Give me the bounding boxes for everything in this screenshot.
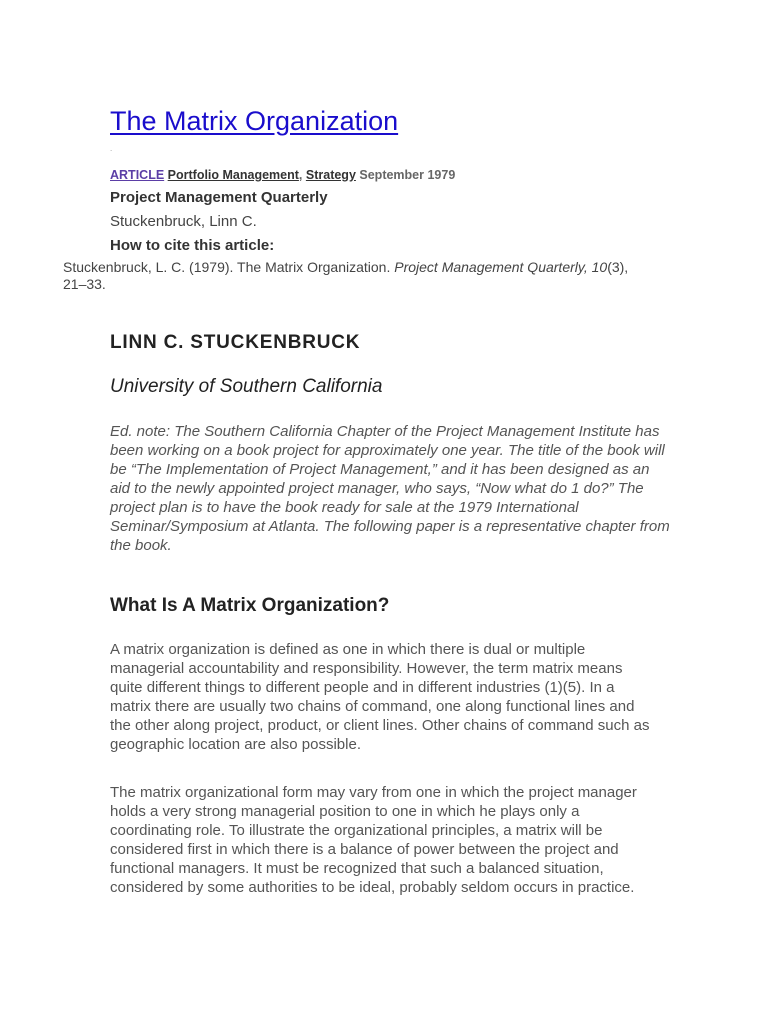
article-title-link[interactable]: The Matrix Organization bbox=[110, 106, 399, 136]
body-paragraph: The matrix organizational form may vary from one in which the project manager holds a very strong managerial position to one in which he plays only a coordinating role. To illustrate the organizational principles, a matrix will be considered first in which there is a balance of power between the project and functional managers. It must be recognized that such a balanced situation, considered by some authorities to be ideal, probably seldom occurs in practice. bbox=[110, 784, 637, 896]
article-tag-link[interactable]: ARTICLE bbox=[110, 168, 165, 182]
journal-name: Project Management Quarterly bbox=[110, 189, 328, 206]
title-separator-dot: . bbox=[110, 144, 113, 153]
topic-link-portfolio-management[interactable]: Portfolio Management bbox=[167, 168, 299, 182]
topic-link-strategy[interactable]: Strategy bbox=[305, 168, 356, 182]
body-paragraph: A matrix organization is defined as one in which there is dual or multiple managerial accountability and responsibility. However, the term matrix means quite different things to different people and in different industries (1)(5). In a matrix there are usually two chains of command, one along functional lines and the other along project, product, or client lines. Other chains of command such as geographic location are also possible. bbox=[110, 641, 650, 753]
author-affiliation: University of Southern California bbox=[110, 376, 383, 397]
cite-heading: How to cite this article: bbox=[110, 237, 275, 254]
author-list: Stuckenbruck, Linn C. bbox=[110, 213, 257, 230]
citation-text bbox=[63, 259, 653, 293]
editor-note: Ed. note: The Southern California Chapter of the Project Management Institute has been working on a book project for approximately one year. The title of the book will be “The Implementation of Project Management,” and it has been designed as an aid to the newly appointed project manager, who says, “Now what do 1 do?” The project plan is to have the book ready for sale at the 1979 International Seminar/Symposium at Atlanta. The following paper is a representative chapter from the book. bbox=[110, 423, 670, 554]
article-meta-line bbox=[110, 168, 455, 182]
citation-journal: Project Management Quarterly, 10 bbox=[394, 259, 608, 275]
topic-separator: , bbox=[298, 168, 306, 182]
publication-date: September 1979 bbox=[359, 168, 456, 182]
author-heading: LINN C. STUCKENBRUCK bbox=[110, 332, 361, 353]
citation-prefix: Stuckenbruck, L. C. (1979). The Matrix Organization. bbox=[63, 259, 395, 275]
citation-suffix: (3), 21–33. bbox=[63, 259, 629, 292]
section-heading: What Is A Matrix Organization? bbox=[110, 595, 390, 616]
